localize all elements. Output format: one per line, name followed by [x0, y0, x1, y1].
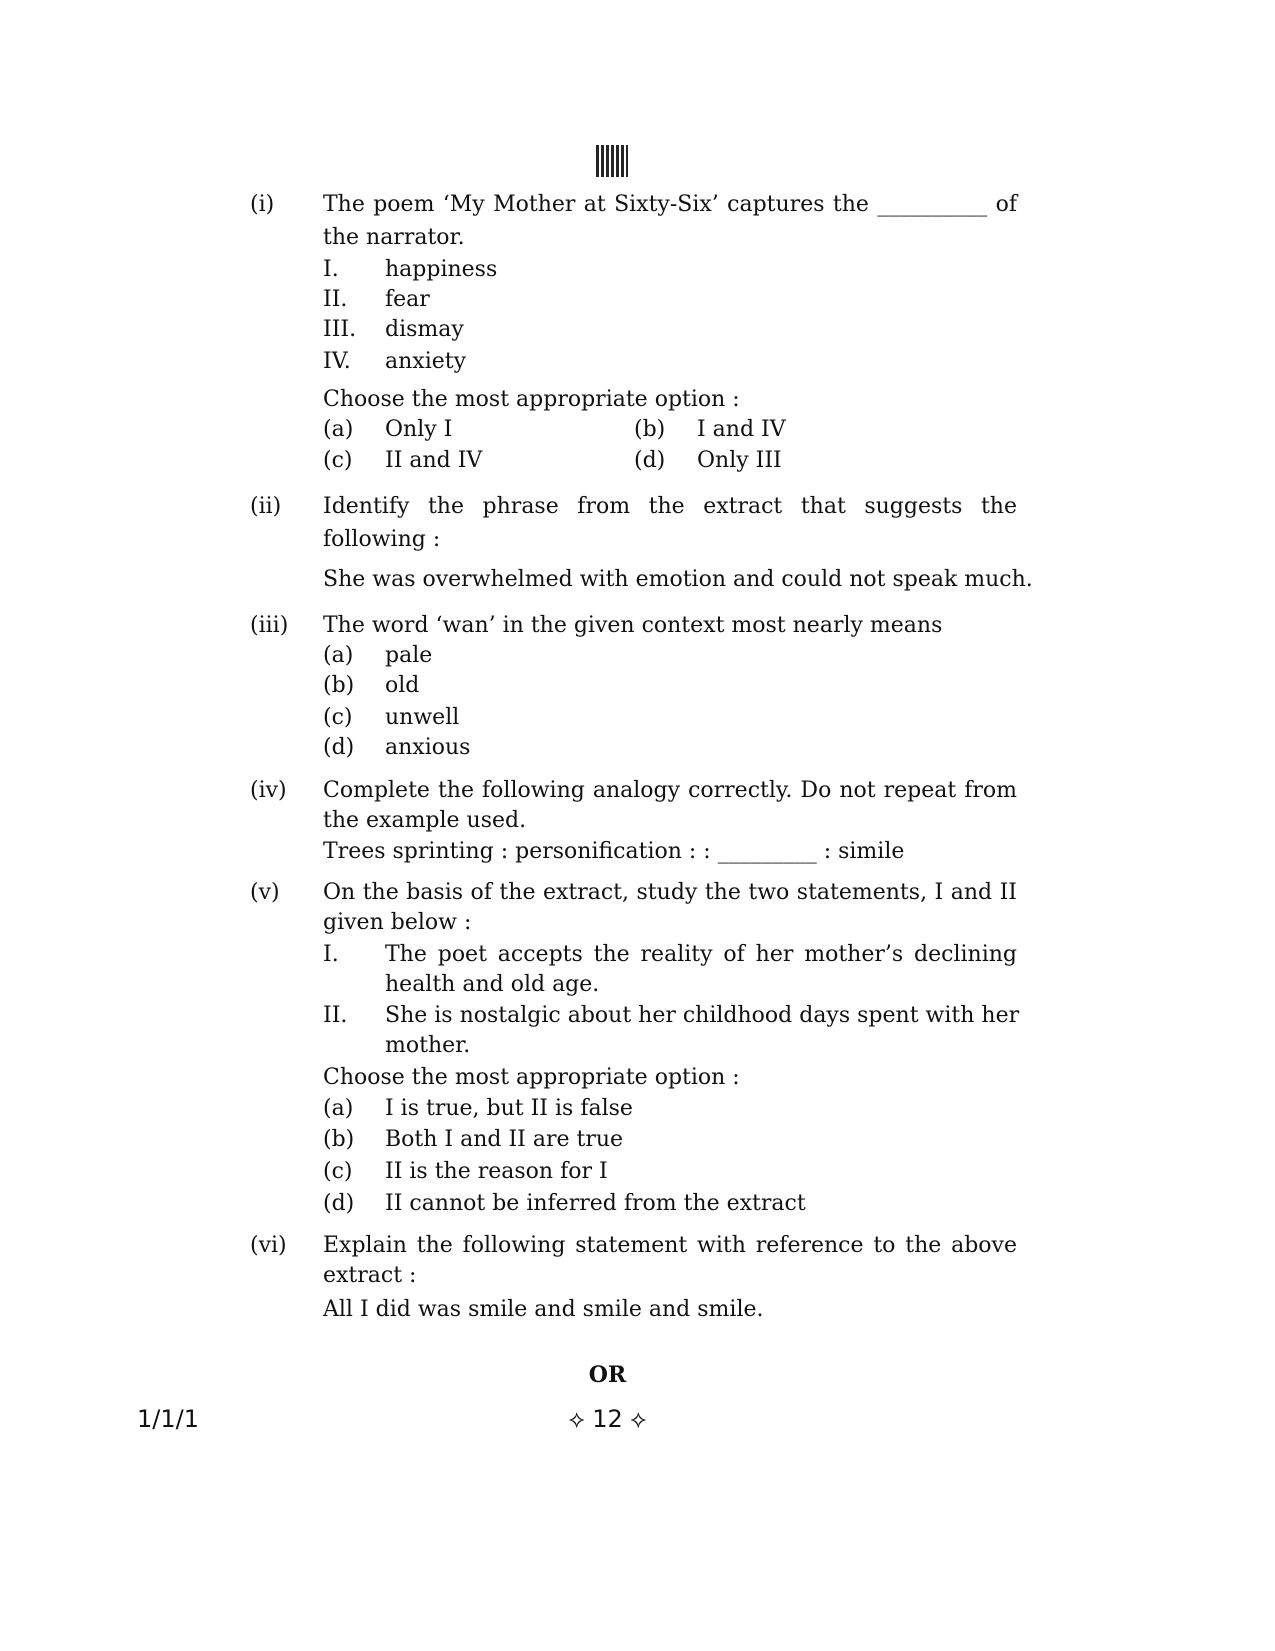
question-text: Complete the following analogy correctly. Do not repeat from: [323, 778, 1017, 803]
option-text: Only III: [697, 448, 782, 473]
option-text: pale: [385, 643, 433, 668]
option-text: old: [385, 673, 420, 698]
option-text: Both I and II are true: [385, 1127, 624, 1152]
question-text: extract :: [323, 1263, 417, 1288]
option-text: II and IV: [385, 448, 483, 473]
option-label: (a): [323, 1096, 354, 1121]
question-text: She was overwhelmed with emotion and could not speak much.: [323, 567, 1033, 592]
option-text: anxious: [385, 735, 471, 760]
question-text: On the basis of the extract, study the two statements, I and II: [323, 880, 1017, 905]
option-label: (d): [323, 1191, 355, 1216]
item-label: II.: [323, 287, 348, 312]
option-text: II is the reason for I: [385, 1159, 608, 1184]
statement-text: She is nostalgic about her childhood days spent with her: [385, 1003, 1020, 1028]
question-text: the narrator.: [323, 225, 465, 250]
statement-text: The poet accepts the reality of her mother’s declining: [385, 942, 1017, 967]
option-label: (d): [323, 735, 355, 760]
question-number: (v): [250, 880, 280, 905]
question-text: The poem ‘My Mother at Sixty-Six’ captures the __________ of: [323, 192, 1017, 217]
statement-text: health and old age.: [385, 972, 600, 997]
question-text: the example used.: [323, 808, 527, 833]
option-label: (c): [323, 448, 353, 473]
question-text: Identify the phrase from the extract that suggests the: [323, 494, 1017, 519]
statement-label: II.: [323, 1003, 348, 1028]
statement-label: I.: [323, 942, 339, 967]
item-text: dismay: [385, 317, 464, 342]
item-label: III.: [323, 317, 357, 342]
item-label: IV.: [323, 349, 351, 374]
qr-code-icon: [596, 145, 628, 177]
question-text: following :: [323, 527, 441, 552]
prompt: Choose the most appropriate option :: [323, 1065, 740, 1090]
question-number: (iv): [250, 778, 287, 803]
question-text: The word ‘wan’ in the given context most nearly means: [323, 613, 943, 638]
question-text: given below :: [323, 910, 472, 935]
option-label: (d): [634, 448, 666, 473]
option-label: (b): [323, 1127, 355, 1152]
item-label: I.: [323, 257, 339, 282]
question-number: (i): [250, 192, 275, 217]
question-number: (vi): [250, 1233, 287, 1258]
question-number: (iii): [250, 613, 289, 638]
question-text: All I did was smile and smile and smile.: [323, 1297, 764, 1322]
option-label: (c): [323, 705, 353, 730]
option-text: unwell: [385, 705, 460, 730]
option-label: (b): [323, 673, 355, 698]
item-text: anxiety: [385, 349, 467, 374]
option-label: (c): [323, 1159, 353, 1184]
option-text: I and IV: [697, 417, 786, 442]
question-text: Trees sprinting : personification : : _________ : simile: [323, 839, 905, 864]
option-label: (a): [323, 643, 354, 668]
option-label: (b): [634, 417, 666, 442]
statement-text: mother.: [385, 1033, 471, 1058]
option-text: Only I: [385, 417, 453, 442]
question-text: Explain the following statement with reference to the above: [323, 1233, 1017, 1258]
option-text: II cannot be inferred from the extract: [385, 1191, 806, 1216]
item-text: fear: [385, 287, 430, 312]
question-number: (ii): [250, 494, 282, 519]
paper-code: 1/1/1: [137, 1405, 199, 1433]
option-label: (a): [323, 417, 354, 442]
page-number: ⟡ 12 ⟡: [568, 1405, 647, 1433]
option-text: I is true, but II is false: [385, 1096, 633, 1121]
item-text: happiness: [385, 257, 498, 282]
prompt: Choose the most appropriate option :: [323, 387, 740, 412]
or-divider: OR: [588, 1362, 627, 1388]
